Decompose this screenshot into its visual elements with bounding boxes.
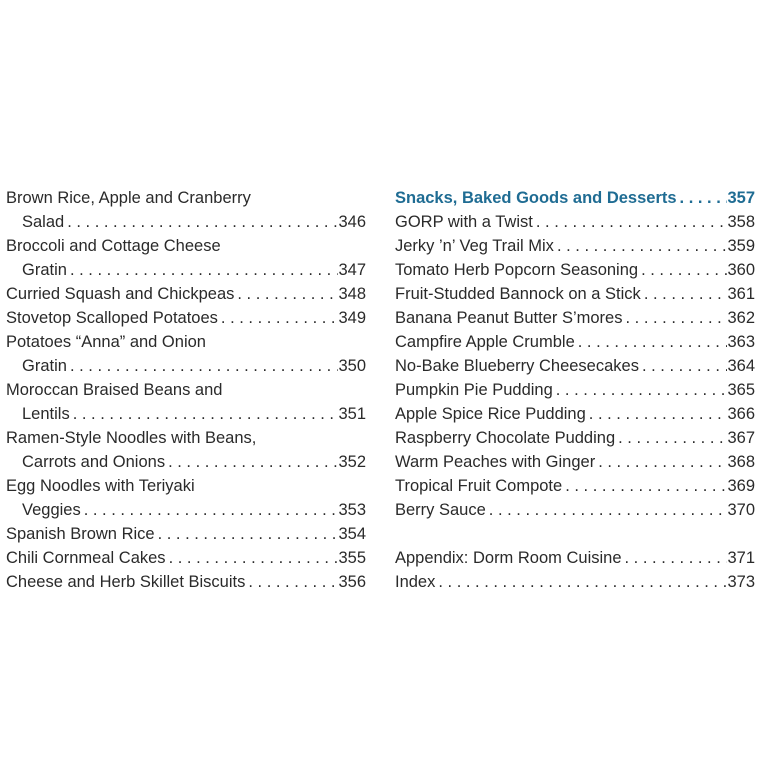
toc-entry[interactable] <box>395 330 755 354</box>
toc-page-number: 365 <box>727 381 755 399</box>
toc-entry-title: Broccoli and Cottage Cheese <box>6 237 221 255</box>
toc-entry-title: Jerky ’n’ Veg Trail Mix <box>395 237 554 255</box>
toc-page-number: 349 <box>338 309 366 327</box>
toc-entry[interactable] <box>6 258 366 282</box>
toc-entry-title: Potatoes “Anna” and Onion <box>6 333 206 351</box>
dot-leader <box>622 546 728 570</box>
toc-page-number: 367 <box>727 429 755 447</box>
toc-entry-title: Spanish Brown Rice <box>6 525 155 543</box>
dot-leader <box>70 402 339 426</box>
toc-entry[interactable] <box>395 282 755 306</box>
toc-page-number: 358 <box>727 213 755 231</box>
toc-entry[interactable] <box>6 282 366 306</box>
section-page-number: 357 <box>727 189 755 207</box>
toc-entry-title-line <box>6 378 366 402</box>
toc-entry-title: Gratin <box>22 261 67 279</box>
toc-entry[interactable] <box>395 234 755 258</box>
dot-leader <box>677 186 728 210</box>
toc-page-number: 351 <box>338 405 366 423</box>
dot-leader <box>638 258 727 282</box>
toc-page-number: 348 <box>338 285 366 303</box>
dot-leader <box>586 402 728 426</box>
toc-entry[interactable] <box>6 306 366 330</box>
dot-leader <box>67 354 339 378</box>
toc-entry-title: Stovetop Scalloped Potatoes <box>6 309 218 327</box>
toc-page-number: 360 <box>727 261 755 279</box>
dot-leader <box>165 450 338 474</box>
toc-entry-title: Veggies <box>22 501 81 519</box>
toc-entry-title-line <box>6 234 366 258</box>
toc-entry[interactable] <box>6 210 366 234</box>
toc-page-number: 355 <box>338 549 366 567</box>
toc-entry-title-line <box>6 186 366 210</box>
toc-entry-title: Warm Peaches with Ginger <box>395 453 596 471</box>
dot-leader <box>575 330 728 354</box>
toc-page-number: 368 <box>727 453 755 471</box>
toc-entry-title: Brown Rice, Apple and Cranberry <box>6 189 251 207</box>
spacer <box>395 522 755 546</box>
toc-entry[interactable] <box>6 498 366 522</box>
dot-leader <box>166 546 339 570</box>
toc-page-number: 366 <box>727 405 755 423</box>
toc-entry[interactable] <box>395 306 755 330</box>
toc-page-number: 370 <box>727 501 755 519</box>
toc-entry[interactable] <box>395 474 755 498</box>
toc-entry[interactable] <box>395 210 755 234</box>
dot-leader <box>245 570 338 594</box>
toc-entry-title: Moroccan Braised Beans and <box>6 381 223 399</box>
toc-entry-title: Ramen-Style Noodles with Beans, <box>6 429 257 447</box>
toc-entry-title: Carrots and Onions <box>22 453 166 471</box>
toc-page-number: 373 <box>727 573 755 591</box>
toc-entry[interactable] <box>395 426 755 450</box>
dot-leader <box>615 426 727 450</box>
dot-leader <box>641 282 728 306</box>
dot-leader <box>554 234 728 258</box>
toc-page-number: 353 <box>338 501 366 519</box>
toc-entry[interactable] <box>6 450 366 474</box>
dot-leader <box>64 210 338 234</box>
toc-page-number: 371 <box>727 549 755 567</box>
toc-entry[interactable] <box>395 354 755 378</box>
dot-leader <box>639 354 728 378</box>
toc-left-column <box>6 186 366 594</box>
toc-entry[interactable] <box>6 354 366 378</box>
toc-page-number: 369 <box>727 477 755 495</box>
toc-entry-title: Curried Squash and Chickpeas <box>6 285 235 303</box>
toc-entry-title: Banana Peanut Butter S’mores <box>395 309 623 327</box>
toc-entry-title-line <box>6 330 366 354</box>
toc-page-number: 350 <box>338 357 366 375</box>
toc-entry-title: Berry Sauce <box>395 501 486 519</box>
toc-entry-title-line <box>6 474 366 498</box>
toc-entry[interactable] <box>395 258 755 282</box>
toc-entry-title: Index <box>395 573 436 591</box>
toc-page-number: 352 <box>338 453 366 471</box>
toc-page-number: 359 <box>727 237 755 255</box>
toc-page-number: 362 <box>727 309 755 327</box>
toc-entry-title: Raspberry Chocolate Pudding <box>395 429 616 447</box>
toc-page-number: 363 <box>727 333 755 351</box>
toc-entry-title: Tomato Herb Popcorn Seasoning <box>395 261 639 279</box>
toc-entry-title-line <box>6 426 366 450</box>
toc-entry[interactable] <box>6 570 366 594</box>
dot-leader <box>486 498 728 522</box>
section-title: Snacks, Baked Goods and Desserts <box>395 189 677 207</box>
toc-entry[interactable] <box>6 522 366 546</box>
toc-entry-title: Gratin <box>22 357 67 375</box>
dot-leader <box>435 570 727 594</box>
dot-leader <box>234 282 338 306</box>
dot-leader <box>553 378 728 402</box>
toc-entry-title: Lentils <box>22 405 70 423</box>
toc-entry-title: Apple Spice Rice Pudding <box>395 405 586 423</box>
toc-entry-title: Salad <box>22 213 65 231</box>
toc-entry-title: Campfire Apple Crumble <box>395 333 575 351</box>
dot-leader <box>155 522 339 546</box>
dot-leader <box>595 450 727 474</box>
toc-entry-title: Tropical Fruit Compote <box>395 477 563 495</box>
toc-entry-appendix[interactable] <box>395 546 755 570</box>
toc-page-number: 356 <box>338 573 366 591</box>
toc-entry[interactable] <box>6 402 366 426</box>
dot-leader <box>622 306 727 330</box>
toc-entry[interactable] <box>395 402 755 426</box>
dot-leader <box>81 498 339 522</box>
toc-entry[interactable] <box>395 498 755 522</box>
toc-page-number: 346 <box>338 213 366 231</box>
toc-entry-title: No-Bake Blueberry Cheesecakes <box>395 357 639 375</box>
toc-section-heading[interactable] <box>395 186 755 210</box>
toc-page-number: 361 <box>727 285 755 303</box>
toc-entry[interactable] <box>395 450 755 474</box>
dot-leader <box>562 474 727 498</box>
toc-entry-title: GORP with a Twist <box>395 213 533 231</box>
toc-page-number: 347 <box>338 261 366 279</box>
toc-right-column <box>395 186 755 594</box>
toc-entry-title: Chili Cornmeal Cakes <box>6 549 166 567</box>
toc-entry-title: Fruit-Studded Bannock on a Stick <box>395 285 641 303</box>
dot-leader <box>67 258 339 282</box>
toc-entry-title: Appendix: Dorm Room Cuisine <box>395 549 622 567</box>
toc-entry-title: Pumpkin Pie Pudding <box>395 381 553 399</box>
toc-entry[interactable] <box>6 546 366 570</box>
toc-entry-title: Cheese and Herb Skillet Biscuits <box>6 573 246 591</box>
dot-leader <box>533 210 728 234</box>
dot-leader <box>218 306 339 330</box>
toc-entry-title: Egg Noodles with Teriyaki <box>6 477 195 495</box>
toc-entry-index[interactable] <box>395 570 755 594</box>
toc-entry[interactable] <box>395 378 755 402</box>
toc-page-number: 364 <box>727 357 755 375</box>
toc-page-number: 354 <box>338 525 366 543</box>
